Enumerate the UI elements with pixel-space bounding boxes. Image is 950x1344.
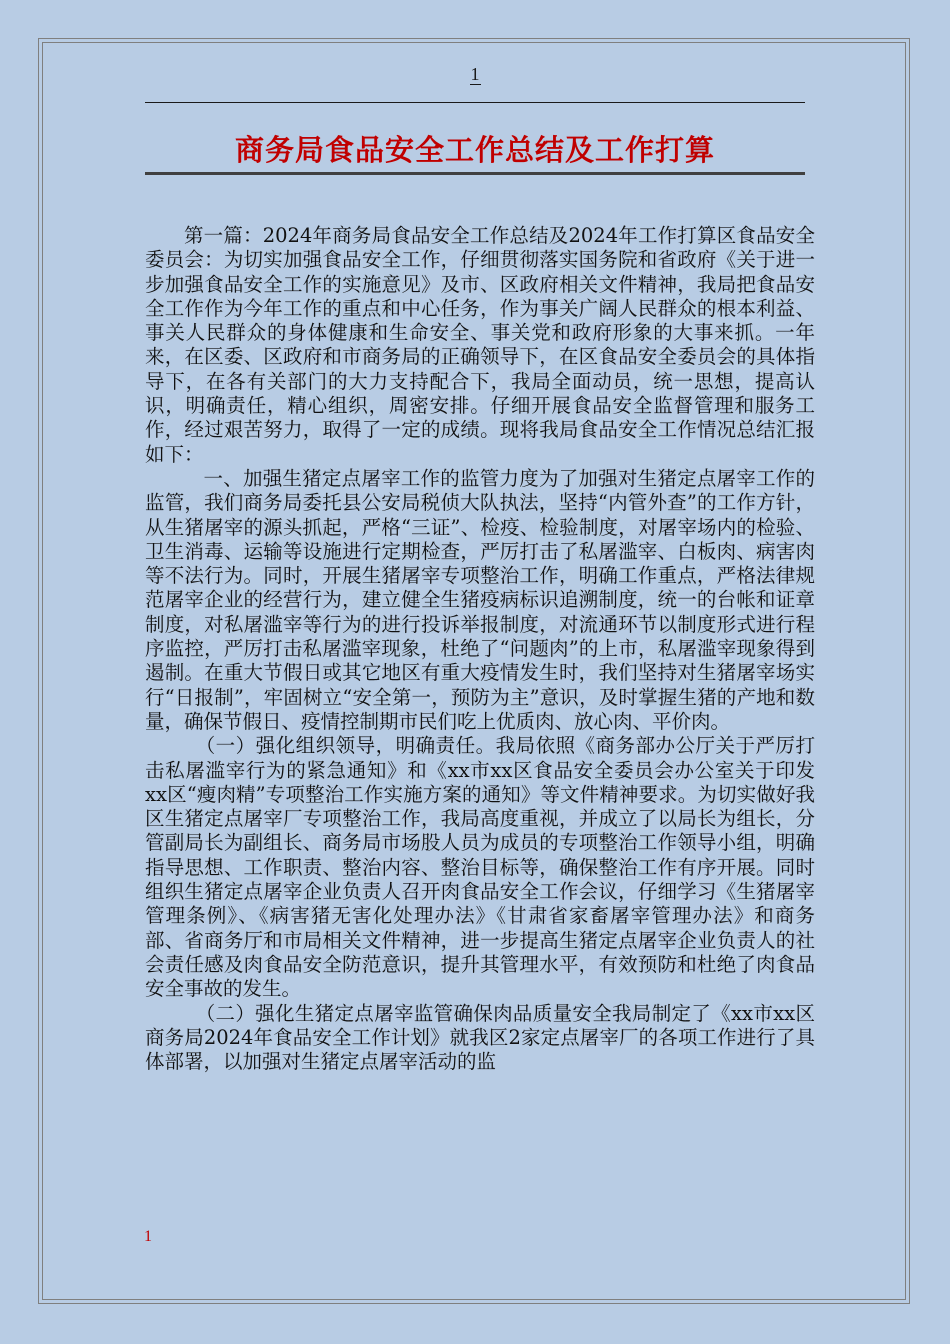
header-rule [145,102,805,103]
paragraph-intro: 第一篇：2024年商务局食品安全工作总结及2024年工作打算区食品安全委员会：为切实加强食品安全工作，仔细贯彻落实国务院和省政府《关于进一步加强食品安全工作的实施意见》及市、区政府相关文件精神，我局把食品安全工作作为今年工作的重点和中心任务，作为事关广阔人民群众的根本利益、事关人民群众的身体健康和生命安全、事关党和政府形象的大事来抓。一年来，在区委、区政府和市商务局的正确领导下，在区食品安全委员会的具体指导下，在各有关部门的大力支持配合下，我局全面动员，统一思想，提高认识，明确责任，精心组织，周密安排。仔细开展食品安全监督管理和服务工作，经过艰苦努力，取得了一定的成绩。现将我局食品安全工作情况总结汇报如下： [145,224,815,466]
paragraph-subsection-2: （二）强化生猪定点屠宰监管确保肉品质量安全我局制定了《xx市xx区商务局2024年食品安全工作计划》就我区2家定点屠宰厂的各项工作进行了具体部署，以加强对生猪定点屠宰活动的监 [145,1001,815,1074]
paragraph-subsection-1: （一）强化组织领导，明确责任。我局依照《商务部办公厅关于严厉打击私屠滥宰行为的紧急通知》和《xx市xx区食品安全委员会办公室关于印发xx区“瘦肉精”专项整治工作实施方案的通知》等文件精神要求。为切实做好我区生猪定点屠宰厂专项整治工作，我局高度重视，并成立了以局长为组长，分管副局长为副组长、商务局市场股人员为成员的专项整治工作领导小组，明确指导思想、工作职责、整治内容、整治目标等，确保整治工作有序开展。同时组织生猪定点屠宰企业负责人召开肉食品安全工作会议，仔细学习《生猪屠宰管理条例》、《病害猪无害化处理办法》《甘肃省家畜屠宰管理办法》和商务部、省商务厅和市局相关文件精神，进一步提高生猪定点屠宰企业负责人的社会责任感及肉食品安全防范意识，提升其管理水平，有效预防和杜绝了肉食品安全事故的发生。 [145,734,815,1001]
title-rule [145,172,805,175]
header-page-number [0,64,950,85]
header-page-number-text: 1 [470,64,480,84]
document-body [145,224,815,1074]
document-title: 商务局食品安全工作总结及工作打算 [234,133,715,167]
paragraph-section-1: 一、加强生猪定点屠宰工作的监管力度为了加强对生猪定点屠宰工作的监管，我们商务局委托县公安局税侦大队执法，坚持“内管外查”的工作方针，从生猪屠宰的源头抓起，严格“三证”、检疫、检验制度，对屠宰场内的检验、卫生消毒、运输等设施进行定期检查，严厉打击了私屠滥宰、白板肉、病害肉等不法行为。同时，开展生猪屠宰专项整治工作，明确工作重点，严格法律规范屠宰企业的经营行为，建立健全生猪疫病标识追溯制度，统一的台帐和证章制度，对私屠滥宰等行为的进行投诉举报制度，对流通环节以制度形式进行程序监控，严厉打击私屠滥宰现象，杜绝了“问题肉”的上市，私屠滥宰现象得到遏制。在重大节假日或其它地区有重大疫情发生时，我们坚持对生猪屠宰场实行“日报制”，牢固树立“安全第一，预防为主”意识，及时掌握生猪的产地和数量，确保节假日、疫情控制期市民们吃上优质肉、放心肉、平价肉。 [145,466,815,733]
footer-page-number: 1 [144,1228,152,1245]
